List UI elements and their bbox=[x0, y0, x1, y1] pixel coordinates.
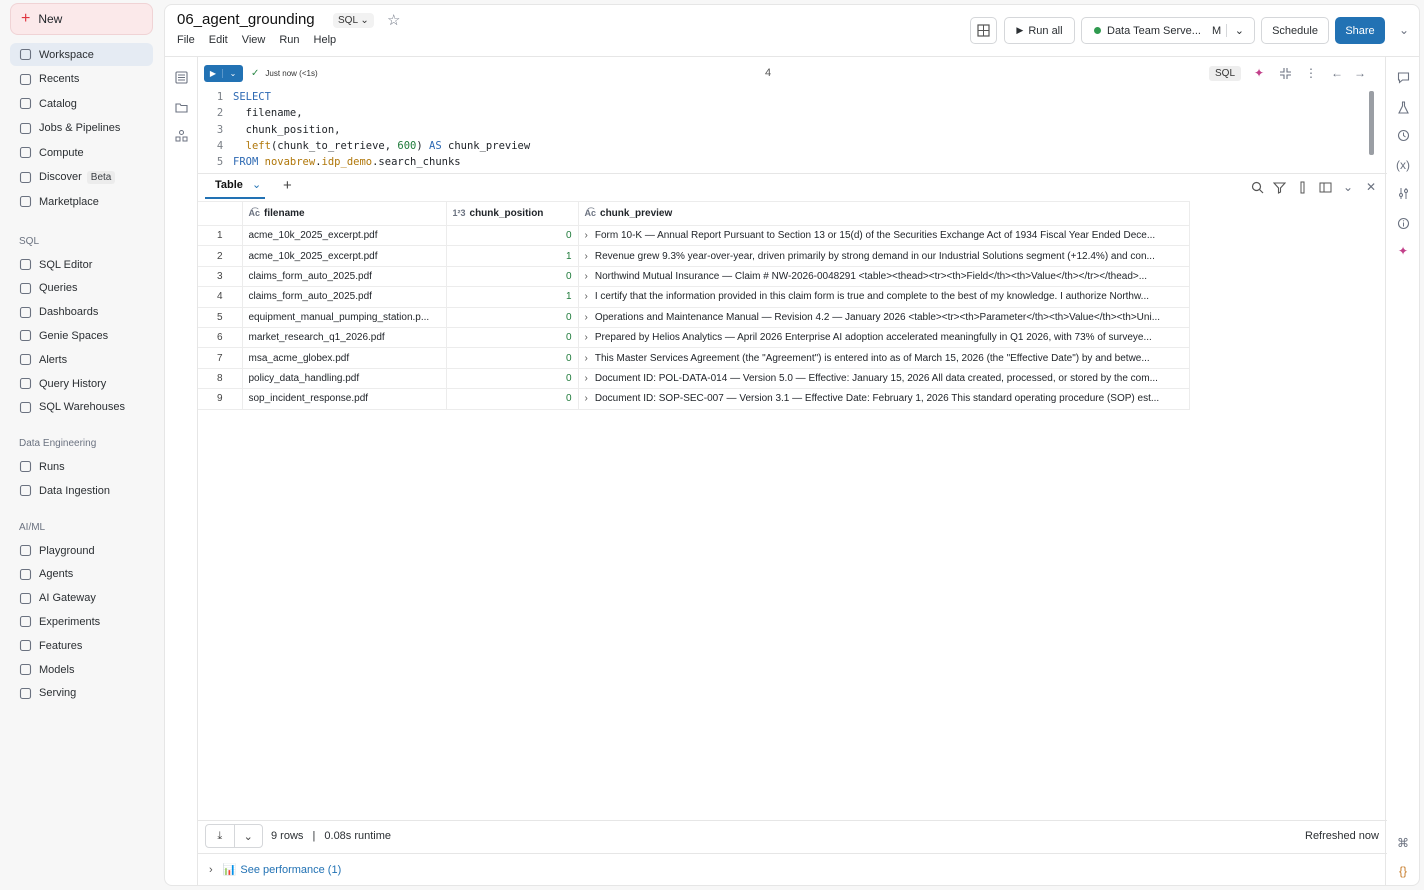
cell-chunk-preview[interactable] bbox=[578, 327, 1189, 347]
sidebar-item-label: Playground bbox=[39, 544, 95, 557]
sidebar-item-query-history[interactable] bbox=[10, 372, 153, 395]
clock-icon bbox=[18, 72, 32, 86]
sidebar-item-label: Dashboards bbox=[39, 306, 99, 319]
chevron-right-icon[interactable]: › bbox=[584, 270, 588, 282]
line-number: 5 bbox=[216, 156, 224, 169]
table-row[interactable] bbox=[198, 226, 1189, 246]
code-line bbox=[207, 138, 530, 154]
cell-preview-text: This Master Services Agreement (the "Agreement") is entered into as of March 15, 2026 (the "Effective Date") by and betwe... bbox=[594, 352, 1150, 364]
row-number: 8 bbox=[198, 368, 242, 388]
section-header-aiml: AI/ML bbox=[19, 522, 46, 533]
perf-divider bbox=[198, 853, 1387, 854]
notebook-panel bbox=[164, 4, 1420, 886]
warehouse-icon bbox=[18, 400, 32, 414]
sidebar-item-ai-gateway[interactable] bbox=[10, 587, 153, 610]
cell-preview-text: Operations and Maintenance Manual — Revision 4.2 — January 2026 <table><tr><th>Parameter</th><th>Value</th><th>Uni... bbox=[594, 311, 1161, 323]
code-text: FROM novabrew.idp_demo.search_chunks bbox=[233, 156, 461, 169]
columns-icon[interactable] bbox=[1294, 179, 1310, 195]
code-text: SELECT bbox=[233, 91, 271, 103]
gateway-icon bbox=[18, 591, 32, 605]
line-number: 1 bbox=[216, 91, 224, 103]
sidebar-item-sql-warehouses[interactable] bbox=[10, 396, 153, 419]
sidebar-item-discover[interactable] bbox=[10, 166, 153, 189]
compute-size: M bbox=[1211, 24, 1222, 37]
cell-status-text: Just now (<1s) bbox=[265, 69, 318, 78]
play-icon: ▶ bbox=[1016, 25, 1024, 35]
compass-icon bbox=[18, 170, 32, 184]
playground-icon bbox=[18, 544, 32, 558]
row-number: 9 bbox=[198, 389, 242, 409]
table-row[interactable] bbox=[198, 368, 1189, 388]
column-header-chunk-preview[interactable] bbox=[578, 202, 1189, 226]
comment-icon[interactable] bbox=[1395, 69, 1411, 85]
chevron-right-icon: › bbox=[209, 864, 213, 876]
sidebar-item-features[interactable] bbox=[10, 634, 153, 657]
sidebar-item-label: AI Gateway bbox=[39, 592, 96, 605]
menu-edit[interactable]: Edit bbox=[208, 34, 228, 46]
chevron-down-icon: ⌄ bbox=[222, 69, 243, 78]
code-text: filename, bbox=[233, 107, 303, 120]
sidebar-item-data-ingestion[interactable] bbox=[10, 479, 153, 502]
sidebar-item-playground[interactable] bbox=[10, 539, 153, 562]
sidebar-item-label: Compute bbox=[39, 146, 84, 159]
cell-chunk-position[interactable]: 0 bbox=[446, 307, 578, 327]
sidebar-item-label: Features bbox=[39, 639, 83, 652]
features-icon bbox=[18, 639, 32, 653]
chevron-right-icon[interactable]: › bbox=[584, 230, 588, 242]
sidebar-item-label: Genie Spaces bbox=[39, 329, 109, 342]
check-icon: ✓ bbox=[251, 68, 260, 79]
column-label: chunk_position bbox=[469, 208, 544, 219]
code-text: left(chunk_to_retrieve, 600) AS chunk_preview bbox=[245, 139, 531, 152]
menu-bar bbox=[177, 34, 336, 46]
sidebar-item-label: Data Ingestion bbox=[39, 484, 110, 497]
cell-chunk-position[interactable]: 0 bbox=[446, 389, 578, 409]
layout-toggle-button[interactable] bbox=[970, 17, 997, 44]
sidebar-item-label: Models bbox=[39, 663, 75, 676]
download-button-group bbox=[205, 824, 263, 848]
column-label: chunk_preview bbox=[600, 208, 673, 219]
row-number: 1 bbox=[198, 226, 242, 246]
serving-icon bbox=[18, 686, 32, 700]
string-type-icon: A͡c bbox=[248, 208, 261, 218]
compute-selector[interactable] bbox=[1081, 17, 1255, 44]
right-rail bbox=[1385, 57, 1419, 886]
genie-icon bbox=[18, 329, 32, 343]
sidebar bbox=[0, 0, 164, 890]
cell-preview-text: I certify that the information provided in this claim form is true and complete to the best of my knowledge. I authorize Northw... bbox=[594, 291, 1149, 303]
workspace-icon bbox=[18, 48, 32, 62]
share-button[interactable]: Share bbox=[1335, 17, 1385, 44]
run-all-button[interactable] bbox=[1004, 17, 1075, 44]
cell-status bbox=[251, 68, 318, 79]
sidebar-item-label: Catalog bbox=[39, 97, 77, 110]
sidebar-item-label: Queries bbox=[39, 282, 78, 295]
cell-preview-text: Document ID: SOP-SEC-007 — Version 3.1 — Effective Date: February 1, 2026 This standard operating procedure (SOP) est... bbox=[594, 393, 1160, 405]
sidebar-item-label: Runs bbox=[39, 460, 65, 473]
sidebar-item-jobs-pipelines[interactable] bbox=[10, 117, 153, 140]
editor-icon bbox=[18, 258, 32, 272]
sidebar-item-experiments[interactable] bbox=[10, 610, 153, 633]
row-number: 3 bbox=[198, 266, 242, 286]
chevron-down-icon: ⌄ bbox=[1226, 24, 1244, 37]
sidebar-item-models[interactable] bbox=[10, 658, 153, 681]
chevron-right-icon[interactable]: › bbox=[584, 372, 588, 384]
footer-divider bbox=[198, 820, 1387, 821]
tab-table-label: Table bbox=[215, 179, 243, 191]
table-row[interactable] bbox=[198, 327, 1189, 347]
cell-chunk-position[interactable]: 1 bbox=[446, 246, 578, 266]
status-dot-icon bbox=[1094, 27, 1101, 34]
new-button[interactable] bbox=[10, 3, 153, 35]
chevron-down-icon[interactable]: ⌄ bbox=[1398, 23, 1410, 37]
cell-chunk-preview[interactable] bbox=[578, 287, 1189, 307]
chevron-down-icon: ⌄ bbox=[360, 15, 369, 26]
sidebar-item-label: Recents bbox=[39, 73, 80, 85]
cell-chunk-preview[interactable] bbox=[578, 307, 1189, 327]
add-tab-button[interactable]: + bbox=[283, 177, 292, 194]
list-icon bbox=[18, 460, 32, 474]
dashboard-icon bbox=[18, 305, 32, 319]
editor-scrollbar[interactable] bbox=[1369, 91, 1374, 155]
header-divider bbox=[165, 56, 1419, 57]
history-icon[interactable] bbox=[1395, 127, 1411, 143]
cell-filename[interactable]: acme_10k_2025_excerpt.pdf bbox=[242, 246, 446, 266]
sidebar-item-genie-spaces[interactable] bbox=[10, 324, 153, 347]
sidebar-item-queries[interactable] bbox=[10, 277, 153, 300]
sidebar-item-label: Jobs & Pipelines bbox=[39, 122, 121, 134]
results-table bbox=[198, 201, 1190, 410]
table-header-row bbox=[198, 202, 1189, 226]
cloud-icon bbox=[18, 146, 32, 160]
performance-label: See performance (1) bbox=[240, 864, 342, 876]
chevron-right-icon[interactable]: › bbox=[584, 250, 588, 262]
sidebar-item-marketplace[interactable] bbox=[10, 190, 153, 213]
code-line bbox=[207, 89, 530, 105]
more-vertical-icon[interactable]: ⋮ bbox=[1305, 66, 1317, 80]
left-rail bbox=[165, 57, 198, 886]
query-icon bbox=[18, 281, 32, 295]
chart-icon: 📊 bbox=[222, 864, 237, 876]
ingestion-icon bbox=[18, 484, 32, 498]
variables-icon[interactable]: (x) bbox=[1396, 158, 1410, 172]
cell-chunk-position[interactable]: 0 bbox=[446, 266, 578, 286]
sidebar-item-label: Discover bbox=[39, 171, 82, 183]
layout-icon bbox=[977, 24, 990, 37]
row-number: 4 bbox=[198, 287, 242, 307]
info-icon[interactable] bbox=[1395, 215, 1411, 231]
catalog-icon bbox=[18, 97, 32, 111]
row-number-header bbox=[198, 202, 242, 226]
assistant-icon[interactable]: ✦ bbox=[1253, 66, 1265, 80]
cell-filename[interactable]: policy_data_handling.pdf bbox=[242, 368, 446, 388]
cell-chunk-preview[interactable] bbox=[578, 246, 1189, 266]
chevron-down-icon[interactable]: ⌄ bbox=[1342, 180, 1354, 194]
filter-icon[interactable] bbox=[1271, 179, 1287, 195]
cell-chunk-position[interactable]: 0 bbox=[446, 327, 578, 347]
sidebar-item-label: Query History bbox=[39, 377, 107, 390]
sidebar-item-label: SQL Editor bbox=[39, 258, 93, 271]
arrow-right-icon[interactable]: → bbox=[1354, 66, 1366, 80]
history-icon bbox=[18, 377, 32, 391]
line-number: 3 bbox=[216, 123, 224, 136]
search-icon[interactable] bbox=[1249, 179, 1265, 195]
table-row[interactable] bbox=[198, 389, 1189, 409]
table-row[interactable] bbox=[198, 246, 1189, 266]
notebook-title[interactable]: 06_agent_grounding bbox=[177, 11, 315, 28]
toc-icon[interactable] bbox=[173, 69, 189, 85]
column-header-filename[interactable] bbox=[242, 202, 446, 226]
compute-name: Data Team Serve... bbox=[1107, 24, 1201, 37]
flask-icon bbox=[18, 615, 32, 629]
chevron-down-icon[interactable]: ⌄ bbox=[234, 825, 263, 847]
cell-filename[interactable]: acme_10k_2025_excerpt.pdf bbox=[242, 226, 446, 246]
chevron-down-icon: ⌄ bbox=[251, 179, 262, 191]
sidebar-item-label: Alerts bbox=[39, 353, 68, 366]
plus-icon: + bbox=[21, 10, 31, 27]
sidebar-item-label: Workspace bbox=[39, 48, 94, 61]
sidebar-item-recents[interactable] bbox=[10, 68, 153, 91]
cell-preview-text: Revenue grew 9.3% year-over-year, driven primarily by strong demand in our Industrial Solutions segment (+12.4%) and con... bbox=[594, 250, 1155, 262]
sidebar-item-serving[interactable] bbox=[10, 682, 153, 705]
code-line bbox=[207, 122, 530, 138]
cell-chunk-preview[interactable] bbox=[578, 266, 1189, 286]
code-text: chunk_position, bbox=[233, 123, 341, 136]
chevron-right-icon[interactable]: › bbox=[584, 352, 588, 364]
row-number: 5 bbox=[198, 307, 242, 327]
cell-chunk-position[interactable]: 1 bbox=[446, 287, 578, 307]
results-summary bbox=[271, 830, 391, 842]
cell-number: 4 bbox=[765, 67, 772, 79]
line-number: 2 bbox=[216, 107, 224, 120]
cell-filename[interactable]: sop_incident_response.pdf bbox=[242, 389, 446, 409]
braces-icon[interactable]: {} bbox=[1398, 864, 1407, 878]
sidebar-item-runs[interactable] bbox=[10, 455, 153, 478]
cell-language-chip[interactable]: SQL bbox=[1209, 66, 1241, 81]
close-icon[interactable]: ✕ bbox=[1365, 180, 1377, 194]
menu-view[interactable]: View bbox=[241, 34, 266, 46]
row-number: 6 bbox=[198, 327, 242, 347]
see-performance-link[interactable] bbox=[209, 863, 341, 876]
workflow-icon bbox=[18, 121, 32, 135]
cell-chunk-preview[interactable] bbox=[578, 368, 1189, 388]
experiment-icon[interactable] bbox=[1395, 99, 1411, 115]
table-row[interactable] bbox=[198, 266, 1189, 286]
cell-chunk-preview[interactable] bbox=[578, 389, 1189, 409]
sidebar-item-compute[interactable] bbox=[10, 141, 153, 164]
cell-chunk-position[interactable]: 0 bbox=[446, 368, 578, 388]
section-header-data-engineering: Data Engineering bbox=[19, 438, 97, 449]
tab-underline bbox=[205, 197, 265, 199]
collapse-icon[interactable] bbox=[1277, 65, 1293, 81]
row-count: 9 rows bbox=[271, 830, 304, 842]
cell-chunk-position[interactable]: 0 bbox=[446, 226, 578, 246]
cell-preview-text: Document ID: POL-DATA-014 — Version 5.0 — Effective: January 15, 2026 All data created, processed, or stored by the com... bbox=[594, 372, 1158, 384]
chevron-right-icon[interactable]: › bbox=[584, 291, 588, 303]
assistant-icon[interactable]: ✦ bbox=[1397, 244, 1409, 258]
cell-chunk-position[interactable]: 0 bbox=[446, 348, 578, 368]
string-type-icon: A͡c bbox=[584, 208, 597, 218]
sidebar-item-alerts[interactable] bbox=[10, 348, 153, 371]
cell-filename[interactable]: equipment_manual_pumping_station.p... bbox=[242, 307, 446, 327]
folder-icon[interactable] bbox=[173, 99, 189, 115]
language-label: SQL bbox=[338, 15, 358, 26]
agent-icon bbox=[18, 567, 32, 581]
cell-filename[interactable]: claims_form_auto_2025.pdf bbox=[242, 266, 446, 286]
command-icon[interactable]: ⌘ bbox=[1397, 836, 1409, 850]
sidebar-item-sql-editor[interactable] bbox=[10, 253, 153, 276]
cell-chunk-preview[interactable] bbox=[578, 226, 1189, 246]
summary-separator: | bbox=[312, 830, 316, 842]
sidebar-item-label: SQL Warehouses bbox=[39, 401, 126, 414]
cell-chunk-preview[interactable] bbox=[578, 348, 1189, 368]
sidebar-item-agents[interactable] bbox=[10, 563, 153, 586]
download-icon[interactable]: ⤓ bbox=[217, 829, 223, 842]
new-label: New bbox=[38, 12, 63, 26]
sidebar-item-dashboards[interactable] bbox=[10, 301, 153, 324]
number-type-icon: 1²3 bbox=[452, 208, 466, 218]
chevron-right-icon[interactable]: › bbox=[584, 393, 588, 405]
column-label: filename bbox=[264, 208, 305, 219]
menu-file[interactable]: File bbox=[177, 34, 195, 46]
cell-preview-text: Prepared by Helios Analytics — April 2026 Enterprise AI adoption accelerated meaningfully in Q1 2026, with 73% of surveye... bbox=[594, 332, 1152, 344]
menu-run[interactable]: Run bbox=[279, 34, 300, 46]
code-line bbox=[207, 105, 530, 121]
code-editor[interactable] bbox=[207, 89, 530, 170]
table-row[interactable] bbox=[198, 287, 1189, 307]
catalog-icon[interactable] bbox=[173, 127, 189, 143]
sidebar-item-label: Agents bbox=[39, 568, 74, 581]
star-icon[interactable]: ☆ bbox=[387, 12, 401, 29]
cell-filename[interactable]: claims_form_auto_2025.pdf bbox=[242, 287, 446, 307]
cell-preview-text: Form 10-K — Annual Report Pursuant to Section 13 or 15(d) of the Securities Exchange Act of 1934 Fiscal Year Ended Dece... bbox=[594, 230, 1156, 242]
column-header-chunk-position[interactable] bbox=[446, 202, 578, 226]
play-icon: ▶ bbox=[209, 69, 217, 78]
results-divider bbox=[198, 173, 1387, 174]
chevron-right-icon[interactable]: › bbox=[584, 311, 588, 323]
tab-table[interactable] bbox=[215, 178, 261, 191]
model-icon bbox=[18, 663, 32, 677]
beta-badge: Beta bbox=[87, 171, 116, 184]
panel-icon[interactable] bbox=[1317, 179, 1333, 195]
cell-preview-text: Northwind Mutual Insurance — Claim # NW-2026-0048291 <table><thead><tr><th>Field</th><th>Value</th></tr></thead>... bbox=[594, 270, 1148, 282]
cell-filename[interactable]: market_research_q1_2026.pdf bbox=[242, 327, 446, 347]
store-icon bbox=[18, 195, 32, 209]
sidebar-item-workspace[interactable] bbox=[10, 43, 153, 66]
line-number: 4 bbox=[216, 139, 224, 152]
bell-icon bbox=[18, 353, 32, 367]
table-row[interactable] bbox=[198, 307, 1189, 327]
section-header-sql: SQL bbox=[19, 236, 40, 247]
chevron-right-icon[interactable]: › bbox=[584, 332, 588, 344]
cell-filename[interactable]: msa_acme_globex.pdf bbox=[242, 348, 446, 368]
sidebar-item-label: Experiments bbox=[39, 615, 101, 628]
run-cell-button[interactable] bbox=[204, 65, 243, 82]
row-number: 7 bbox=[198, 348, 242, 368]
arrow-left-icon[interactable]: ← bbox=[1331, 66, 1343, 80]
language-selector[interactable] bbox=[333, 13, 374, 28]
menu-help[interactable]: Help bbox=[313, 34, 337, 46]
sidebar-item-catalog[interactable] bbox=[10, 92, 153, 115]
schedule-button[interactable]: Schedule bbox=[1261, 17, 1329, 44]
sliders-icon[interactable] bbox=[1395, 185, 1411, 201]
table-row[interactable] bbox=[198, 348, 1189, 368]
runtime: 0.08s runtime bbox=[324, 830, 392, 842]
sidebar-item-label: Serving bbox=[39, 687, 77, 700]
refreshed-status: Refreshed now bbox=[1305, 830, 1379, 842]
sidebar-item-label: Marketplace bbox=[39, 195, 99, 208]
run-all-label: Run all bbox=[1028, 24, 1063, 37]
row-number: 2 bbox=[198, 246, 242, 266]
code-line bbox=[207, 154, 530, 170]
